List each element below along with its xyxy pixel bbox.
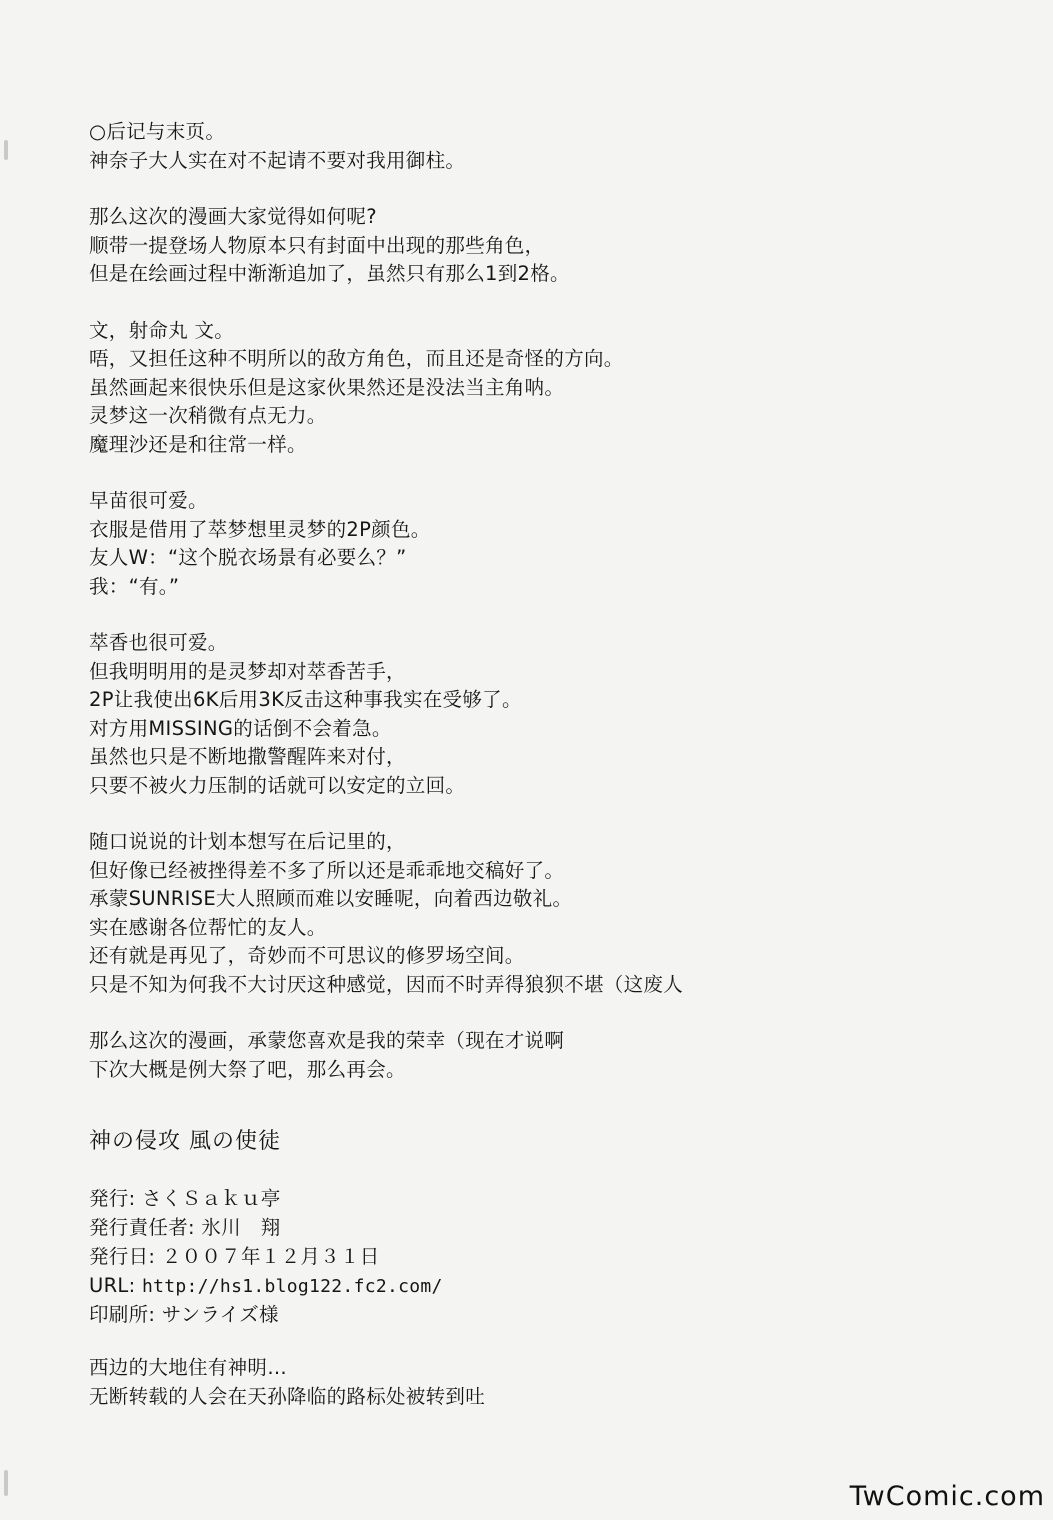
text-line: 对方用MISSING的话倒不会着急。 xyxy=(89,716,392,740)
url-label: URL: xyxy=(89,1274,142,1297)
text-line: 但好像已经被挫得差不多了所以还是乖乖地交稿好了。 xyxy=(89,858,565,882)
text-line: 下次大概是例大祭了吧，那么再会。 xyxy=(89,1057,406,1081)
closing-note xyxy=(89,1354,485,1411)
afterword-paragraph-7 xyxy=(89,1027,989,1084)
colophon-url xyxy=(89,1271,443,1300)
scan-edge-mark xyxy=(4,140,8,160)
text-line: 虽然也只是不断地撒警醒阵来对付， xyxy=(89,745,406,768)
text-line: 灵梦这一次稍微有点无力。 xyxy=(89,404,327,427)
afterword-paragraph-5 xyxy=(89,629,989,800)
text-line: 早苗很可爱。 xyxy=(89,489,208,512)
text-line: 但是在绘画过程中渐渐追加了，虽然只有那么1到2格。 xyxy=(89,262,570,285)
text-line: 那么这次的漫画，承蒙您喜欢是我的荣幸（现在才说啊 xyxy=(89,1029,565,1052)
text-line: 虽然画起来很快乐但是这家伙果然还是没法当主角呐。 xyxy=(89,375,565,399)
text-line: 西边的大地住有神明… xyxy=(89,1356,288,1379)
text-line: 承蒙SUNRISE大人照顾而难以安睡呢，向着西边敬礼。 xyxy=(89,887,573,910)
afterword-paragraph-4 xyxy=(89,487,989,601)
afterword-paragraph-2 xyxy=(89,203,989,289)
text-line: 友人W：“这个脱衣场景有必要么？” xyxy=(89,546,407,569)
colophon-printer: 印刷所: サンライズ様 xyxy=(89,1303,279,1326)
colophon-date: 発行日: ２００７年１２月３１日 xyxy=(89,1245,380,1268)
text-line: 2P让我使出6K后用3K反击这种事我实在受够了。 xyxy=(89,688,522,711)
colophon xyxy=(89,1184,443,1329)
text-line: 实在感谢各位帮忙的友人。 xyxy=(89,915,327,939)
text-line: 无断转载的人会在天孙降临的路标处被转到吐 xyxy=(89,1384,486,1408)
text-line: 衣服是借用了萃梦想里灵梦的2P颜色。 xyxy=(89,517,431,541)
text-line: 我：“有。” xyxy=(89,574,180,598)
url-link[interactable]: http://hs1.blog122.fc2.com/ xyxy=(141,1276,443,1297)
book-title: 神の侵攻 風の使徒 xyxy=(89,1129,281,1154)
text-line: 唔，又担任这种不明所以的敌方角色，而且还是奇怪的方向。 xyxy=(89,347,624,370)
site-watermark: TwComic.com xyxy=(849,1481,1045,1512)
text-line: 只要不被火力压制的话就可以安定的立回。 xyxy=(89,773,466,797)
text-line: 随口说说的计划本想写在后记里的， xyxy=(89,830,406,853)
text-line: 文，射命丸 文。 xyxy=(89,318,235,342)
text-line: 神奈子大人实在对不起请不要对我用御柱。 xyxy=(89,148,466,172)
scan-edge-mark xyxy=(4,1470,8,1496)
text-line: 顺带一提登场人物原本只有封面中出现的那些角色， xyxy=(89,233,545,257)
text-line: 还有就是再见了，奇妙而不可思议的修罗场空间。 xyxy=(89,944,525,967)
colophon-responsible: 発行責任者: 氷川 翔 xyxy=(89,1216,281,1239)
afterword-paragraph-3 xyxy=(89,317,989,460)
colophon-publisher: 発行: さくＳａｋｕ亭 xyxy=(89,1187,281,1210)
afterword-paragraph-6 xyxy=(89,828,989,999)
text-line: 那么这次的漫画大家觉得如何呢? xyxy=(89,205,377,228)
afterword-paragraph-1 xyxy=(89,118,989,175)
text-line: 魔理沙还是和往常一样。 xyxy=(89,432,307,456)
text-line: 但我明明用的是灵梦却对萃香苦手， xyxy=(89,659,406,683)
afterword-text xyxy=(89,118,989,1112)
text-line: 只是不知为何我不大讨厌这种感觉，因而不时弄得狼狈不堪（这废人 xyxy=(89,972,684,996)
text-line: ○后记与末页。 xyxy=(89,120,226,143)
text-line: 萃香也很可爱。 xyxy=(89,631,228,654)
